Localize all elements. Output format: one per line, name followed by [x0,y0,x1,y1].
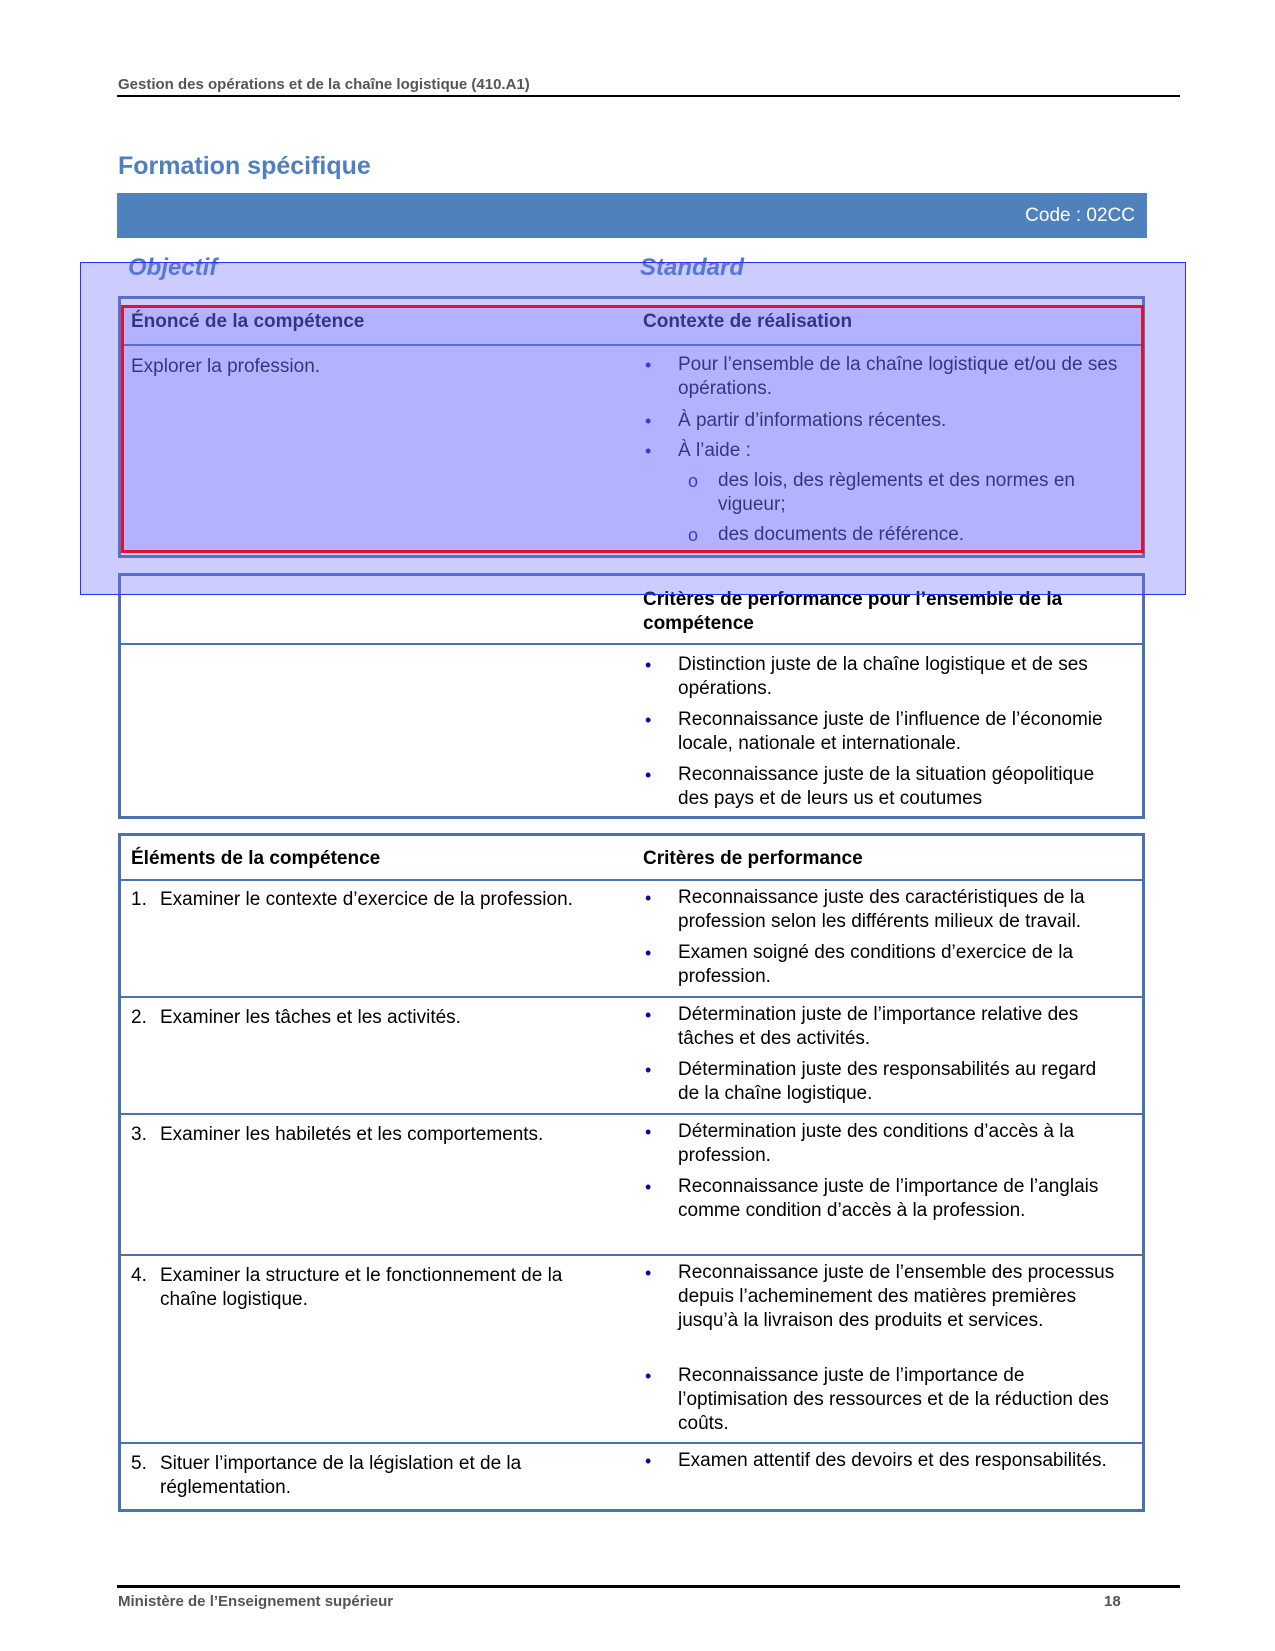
subbullet-icon: o [688,525,699,545]
highlight-box [121,305,1144,553]
contexte-subitem: des documents de référence. [718,524,965,545]
row-divider [121,643,1142,645]
bullet-icon: • [645,441,652,461]
element-number: 3. [131,1124,147,1145]
competence-statement: Explorer la profession. [131,356,321,377]
bullet-icon: • [645,655,652,675]
element-number: 5. [131,1453,147,1474]
bullet-icon: • [645,943,652,963]
bullet-icon: • [645,765,652,785]
element-text: Examiner les tâches et les activités. [160,1007,461,1028]
bullet-icon: • [645,1005,652,1025]
contexte-item: À partir d’informations récentes. [678,410,947,431]
row-divider [121,879,1142,881]
element-text: Examiner la structure et le fonctionnement de la chaîne logistique. [160,1265,563,1310]
contexte-item: Pour l’ensemble de la chaîne logistique et/ou de ses opérations. [678,354,1118,399]
competence-code: Code : 02CC [1025,205,1135,226]
bullet-icon: • [645,1122,652,1142]
element-number: 2. [131,1007,147,1028]
criteria-item: Examen soigné des conditions d’exercice de la profession. [678,942,1074,987]
contexte-item: À l’aide : [678,440,751,461]
standard-heading: Standard [640,254,745,281]
bullet-icon: • [645,710,652,730]
criteria-item: Distinction juste de la chaîne logistique et de ses opérations. [678,654,1088,699]
row-divider [121,996,1142,998]
bullet-icon: • [645,355,652,375]
criteria-item: Reconnaissance juste de l’importance de l’optimisation des ressources et de la réduction des coûts. [678,1365,1109,1434]
elements-heading: Éléments de la compétence [131,848,381,869]
bullet-icon: • [645,1451,652,1471]
bullet-icon: • [645,411,652,431]
bullet-icon: • [645,1060,652,1080]
criteria-overall-heading: Critères de performance pour l’ensemble de la compétence [643,589,1063,634]
criteria-item: Reconnaissance juste de l’importance de l’anglais comme condition d’accès à la profession. [678,1176,1099,1221]
criteria-item: Examen attentif des devoirs et des responsabilités. [678,1450,1107,1471]
performance-heading: Critères de performance [643,848,863,869]
element-number: 4. [131,1265,147,1286]
element-text: Situer l’importance de la législation et de la réglementation. [160,1453,522,1498]
document-header: Gestion des opérations et de la chaîne logistique (410.A1) [118,76,530,93]
row-divider [121,1442,1142,1444]
row-divider [121,1113,1142,1115]
bullet-icon: • [645,1177,652,1197]
page-number: 18 [1104,1593,1121,1610]
criteria-item: Détermination juste des responsabilités au regard de la chaîne logistique. [678,1059,1097,1104]
footer-rule [117,1585,1180,1588]
criteria-item: Détermination juste de l’importance relative des tâches et des activités. [678,1004,1079,1049]
enonce-heading: Énoncé de la compétence [131,311,365,332]
element-text: Examiner les habiletés et les comportements. [160,1124,544,1145]
criteria-item: Reconnaissance juste de l’influence de l’économie locale, nationale et internationale. [678,709,1103,754]
element-number: 1. [131,889,147,910]
header-rule [117,95,1180,97]
criteria-item: Détermination juste des conditions d’accès à la profession. [678,1121,1075,1166]
criteria-item: Reconnaissance juste de la situation géopolitique des pays et de leurs us et coutumes [678,764,1095,809]
objectif-heading: Objectif [128,254,218,281]
contexte-subitem: des lois, des règlements et des normes en vigueur; [718,470,1075,515]
footer-ministry: Ministère de l’Enseignement supérieur [118,1593,394,1610]
criteria-overall-table [118,573,1145,819]
code-bar [117,193,1147,238]
bullet-icon: • [645,1366,652,1386]
section-title: Formation spécifique [118,152,371,180]
criteria-item: Reconnaissance juste des caractéristiques de la profession selon les différents milieux de travail. [678,887,1085,932]
criteria-item: Reconnaissance juste de l’ensemble des processus depuis l’acheminement des matières premières jusqu’à la livraison des produits et services. [678,1262,1115,1331]
elements-table [118,833,1145,1512]
subbullet-icon: o [688,471,699,491]
element-text: Examiner le contexte d’exercice de la profession. [160,889,573,910]
contexte-heading: Contexte de réalisation [643,311,853,332]
bullet-icon: • [645,888,652,908]
row-divider [121,1254,1142,1256]
bullet-icon: • [645,1263,652,1283]
